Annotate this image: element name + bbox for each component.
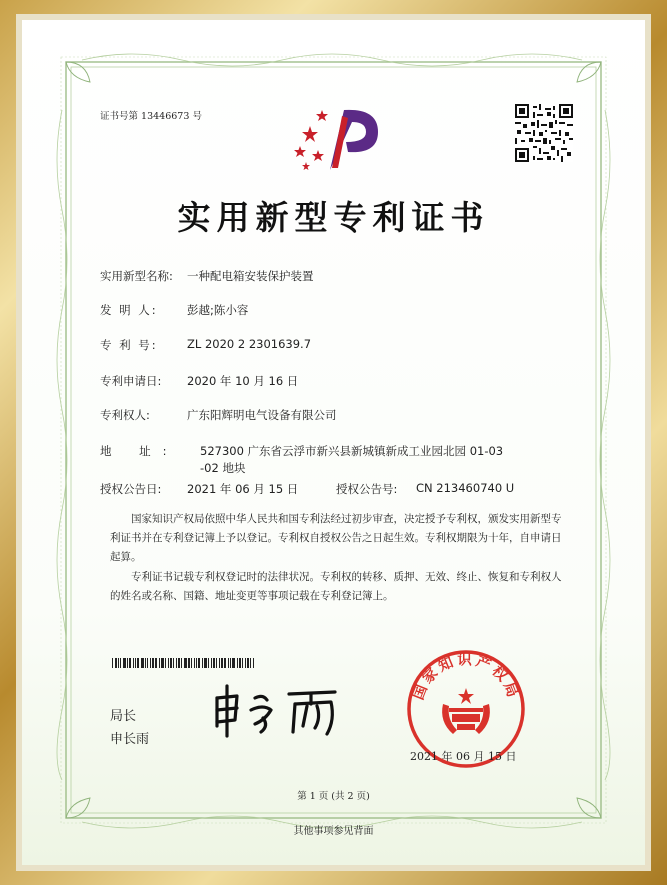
barcode-bar <box>161 658 164 668</box>
barcode-bar <box>152 658 154 668</box>
barcode-bar <box>204 658 207 668</box>
barcode-bar <box>159 658 160 668</box>
patentee-label: 专利权人: <box>100 408 150 422</box>
barcode-bar <box>219 658 220 668</box>
name-label: 实用新型名称: <box>100 269 173 283</box>
inventor-label: 发 明 人: <box>100 303 158 317</box>
patentee-value: 广东阳辉明电气设备有限公司 <box>187 408 337 422</box>
barcode-bar <box>202 658 203 668</box>
barcode-bar <box>165 658 166 668</box>
barcode-bar <box>245 658 246 668</box>
barcode-bar <box>127 658 128 668</box>
barcode-bar <box>155 658 157 668</box>
address-line-2: -02 地块 <box>200 461 246 475</box>
barcode-bar <box>147 658 148 668</box>
certificate-number <box>100 108 202 122</box>
barcode-bar <box>194 658 195 668</box>
barcode-bar <box>253 658 254 668</box>
qr-code-icon <box>515 104 573 162</box>
barcode-bar <box>145 658 146 668</box>
inventor-value: 彭越;陈小容 <box>187 303 249 317</box>
barcode-bar <box>150 658 151 668</box>
barcode <box>112 658 266 668</box>
grant-date-value: 2021 年 06 月 15 日 <box>187 482 299 496</box>
filing-date-label: 专利申请日: <box>100 374 162 388</box>
director-signature <box>207 680 357 740</box>
barcode-bar <box>213 658 215 668</box>
grant-date-label: 授权公告日: <box>100 482 162 496</box>
certificate-title: 实用新型专利证书 <box>177 198 490 237</box>
barcode-bar <box>242 658 243 668</box>
barcode-bar <box>133 658 134 668</box>
address-line-1: 527300 广东省云浮市新兴县新城镇新成工业园北园 01-03 <box>200 444 504 458</box>
barcode-bar <box>178 658 180 668</box>
director-name: 申长雨 <box>110 732 150 747</box>
barcode-bar <box>173 658 174 668</box>
barcode-bar <box>250 658 251 668</box>
barcode-bar <box>135 658 136 668</box>
barcode-bar <box>228 658 229 668</box>
barcode-bar <box>247 658 249 668</box>
barcode-bar <box>184 658 187 668</box>
cnipa-logo-icon <box>292 102 384 174</box>
name-value: 一种配电箱安装保护装置 <box>187 269 314 283</box>
address-label: 地 址: <box>100 444 179 458</box>
patent-number-value: ZL 2020 2 2301639.7 <box>187 337 312 351</box>
barcode-bar <box>118 658 119 668</box>
grant-number-label: 授权公告号: <box>336 482 398 496</box>
barcode-bar <box>237 658 238 668</box>
patent-number-label: 专 利 号: <box>100 338 158 352</box>
barcode-bar <box>191 658 192 668</box>
barcode-bar <box>181 658 182 668</box>
barcode-bar <box>196 658 197 668</box>
certificate-number-label: 证书号第 <box>100 111 139 122</box>
legal-status-paragraph: 专利证书记载专利权登记时的法律状况。专利权的转移、质押、无效、终止、恢复和专利权人的姓名或名称、国籍、地址变更等事项记载在专利登记簿上。 <box>110 571 562 602</box>
barcode-bar <box>120 658 121 668</box>
barcode-bar <box>208 658 209 668</box>
barcode-bar <box>232 658 235 668</box>
barcode-bar <box>211 658 212 668</box>
certificate-paper <box>22 20 645 865</box>
grant-number-value: CN 213460740 U <box>416 481 515 495</box>
barcode-bar <box>123 658 126 668</box>
page-indicator: 第 1 页 (共 2 页) <box>297 791 370 802</box>
barcode-bar <box>129 658 131 668</box>
seal-date: 2021 年 06 月 15 日 <box>410 750 517 763</box>
barcode-bar <box>230 658 231 668</box>
barcode-bar <box>239 658 241 668</box>
filing-date-value: 2020 年 10 月 16 日 <box>187 374 299 388</box>
barcode-bar <box>198 658 200 668</box>
footer-note: 其他事项参见背面 <box>293 826 374 837</box>
barcode-bar <box>115 658 117 668</box>
barcode-bar <box>170 658 172 668</box>
barcode-bar <box>168 658 169 668</box>
barcode-bar <box>224 658 226 668</box>
certificate-number-value: 13446673 <box>141 111 190 122</box>
seal-text: 国家知识产权局 <box>409 651 523 703</box>
barcode-bar <box>188 658 190 668</box>
barcode-bar <box>176 658 177 668</box>
director-title: 局长 <box>110 709 137 724</box>
certificate-number-suffix: 号 <box>192 111 202 122</box>
barcode-bar <box>141 658 144 668</box>
grant-statement-paragraph: 国家知识产权局依照中华人民共和国专利法经过初步审查，决定授予专利权，颁发实用新型专利证书并在专利登记簿上予以登记。专利权自授权公告之日起生效。专利权期限为十年，自申请日起算。 <box>110 513 562 563</box>
barcode-bar <box>137 658 139 668</box>
barcode-bar <box>221 658 223 668</box>
barcode-bar <box>216 658 217 668</box>
barcode-bar <box>112 658 113 668</box>
